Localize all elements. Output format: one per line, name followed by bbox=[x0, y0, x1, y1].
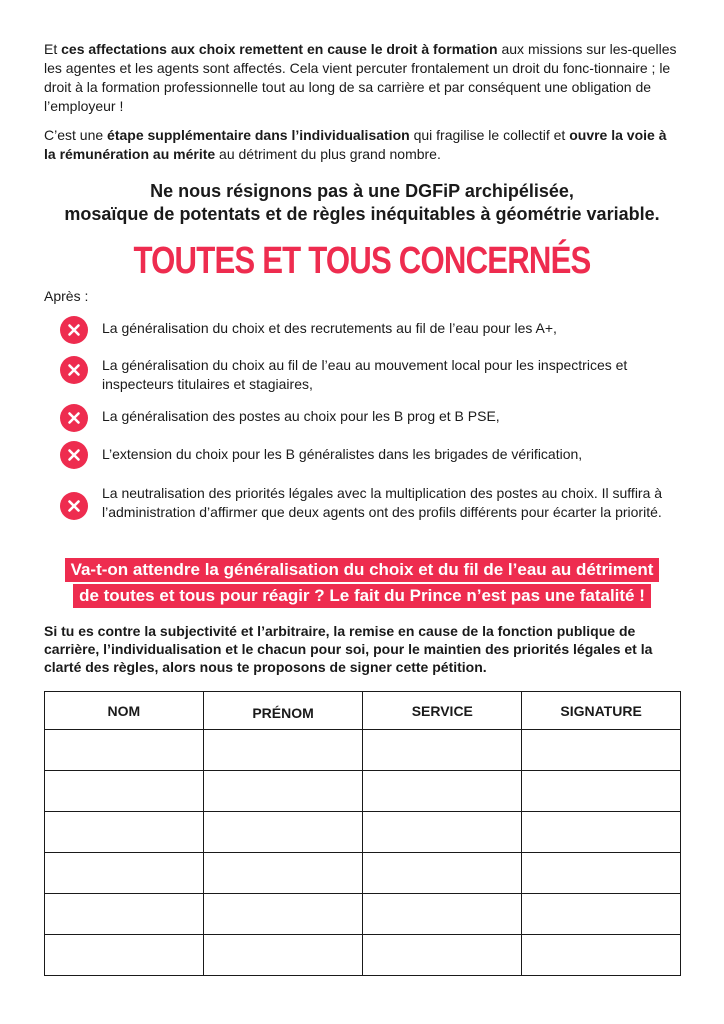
table-cell[interactable] bbox=[522, 771, 681, 812]
paragraph-individualisation bbox=[44, 126, 680, 164]
column-header-prenom: PRÉNOM bbox=[203, 692, 363, 730]
table-cell[interactable] bbox=[522, 812, 681, 853]
paragraph-bold: ces affectations aux choix remettent en cause le droit à formation bbox=[61, 41, 498, 57]
table-cell[interactable] bbox=[203, 771, 363, 812]
table-cell[interactable] bbox=[363, 935, 522, 976]
table-cell[interactable] bbox=[203, 935, 363, 976]
signature-table bbox=[44, 691, 681, 976]
paragraph-bold: étape supplémentaire dans l’individualisation bbox=[107, 127, 410, 143]
call-to-action-paragraph: Si tu es contre la subjectivité et l’arbitraire, la remise en cause de la fonction publique de carrière, l’individualisation et le chacun pour soi, pour le maintien des priorités légales et la clarté des règles, alors nous te proposons de signer cette pétition. bbox=[44, 623, 653, 675]
headline-line-2: mosaïque de potentats et de règles inéquitables à géométrie variable. bbox=[64, 204, 660, 224]
banner-text: Va-t-on attendre la généralisation du choix et du fil de l’eau au détriment bbox=[65, 558, 660, 582]
paragraph-bold: ouvre la voie à la rémunération au mérite bbox=[44, 127, 667, 162]
paragraph-formation bbox=[44, 40, 680, 116]
list-item-text: L’extension du choix pour les B généralistes dans les brigades de vérification, bbox=[102, 446, 583, 462]
table-cell[interactable] bbox=[203, 730, 363, 771]
table-cell[interactable] bbox=[45, 730, 204, 771]
table-cell[interactable] bbox=[203, 812, 363, 853]
table-row bbox=[45, 935, 681, 976]
banner-text: de toutes et tous pour réagir ? Le fait du Prince n’est pas une fatalité ! bbox=[73, 584, 651, 608]
list-item-text: La généralisation du choix et des recrutements au fil de l’eau pour les A+, bbox=[102, 320, 557, 336]
table-row bbox=[45, 812, 681, 853]
big-title: TOUTES ET TOUS CONCERNÉS bbox=[133, 240, 591, 282]
paragraph-text: au détriment du plus grand nombre. bbox=[215, 146, 441, 162]
table-cell[interactable] bbox=[45, 894, 204, 935]
table-header-row bbox=[45, 692, 681, 730]
paragraph-text: Et bbox=[44, 41, 62, 57]
close-circle-icon bbox=[60, 441, 88, 469]
close-circle-icon bbox=[60, 404, 88, 432]
table-cell[interactable] bbox=[363, 812, 522, 853]
list-item-text: La généralisation des postes au choix pour les B prog et B PSE, bbox=[102, 408, 500, 424]
table-cell[interactable] bbox=[522, 730, 681, 771]
headline-line-1: Ne nous résignons pas à une DGFiP archipélisée, bbox=[150, 181, 574, 201]
column-header-nom: NOM bbox=[45, 692, 204, 730]
table-cell[interactable] bbox=[522, 853, 681, 894]
close-circle-icon bbox=[60, 316, 88, 344]
table-cell[interactable] bbox=[203, 853, 363, 894]
list-item-text: La généralisation du choix au fil de l’eau au mouvement local pour les inspectrices et inspecteurs titulaires et stagiaires, bbox=[102, 357, 628, 392]
headline bbox=[0, 180, 724, 226]
table-row bbox=[45, 894, 681, 935]
table-cell[interactable] bbox=[203, 894, 363, 935]
table-cell[interactable] bbox=[45, 771, 204, 812]
table-row bbox=[45, 853, 681, 894]
column-header-service: SERVICE bbox=[363, 692, 522, 730]
table-cell[interactable] bbox=[45, 812, 204, 853]
paragraph-text: C’est une bbox=[44, 127, 108, 143]
table-cell[interactable] bbox=[522, 935, 681, 976]
table-cell[interactable] bbox=[522, 894, 681, 935]
banner-line-1 bbox=[0, 558, 724, 582]
table-cell[interactable] bbox=[363, 853, 522, 894]
column-header-signature: SIGNATURE bbox=[522, 692, 681, 730]
paragraph-text: qui fragilise le collectif et bbox=[409, 127, 570, 143]
table-row bbox=[45, 730, 681, 771]
list-item-text: La neutralisation des priorités légales avec la multiplication des postes au choix. Il suffira à l’administration d’affirmer que deux agents ont des profils différents pour écarter la priorité. bbox=[102, 485, 663, 520]
apres-label: Après : bbox=[44, 288, 89, 304]
table-cell[interactable] bbox=[45, 935, 204, 976]
table-cell[interactable] bbox=[363, 894, 522, 935]
close-circle-icon bbox=[60, 492, 88, 520]
banner-line-2 bbox=[0, 584, 724, 608]
table-row bbox=[45, 771, 681, 812]
table-cell[interactable] bbox=[363, 771, 522, 812]
table-cell[interactable] bbox=[45, 853, 204, 894]
table-cell[interactable] bbox=[363, 730, 522, 771]
close-circle-icon bbox=[60, 356, 88, 384]
paragraph-text: aux missions sur les-quelles les agentes et les agents sont affectés. Cela vient percuter frontalement un droit du fonc-tionnaire ; le droit à la formation professionnelle tout au long de sa carrière et par conséquent une obligation de l’employeur ! bbox=[44, 41, 677, 114]
